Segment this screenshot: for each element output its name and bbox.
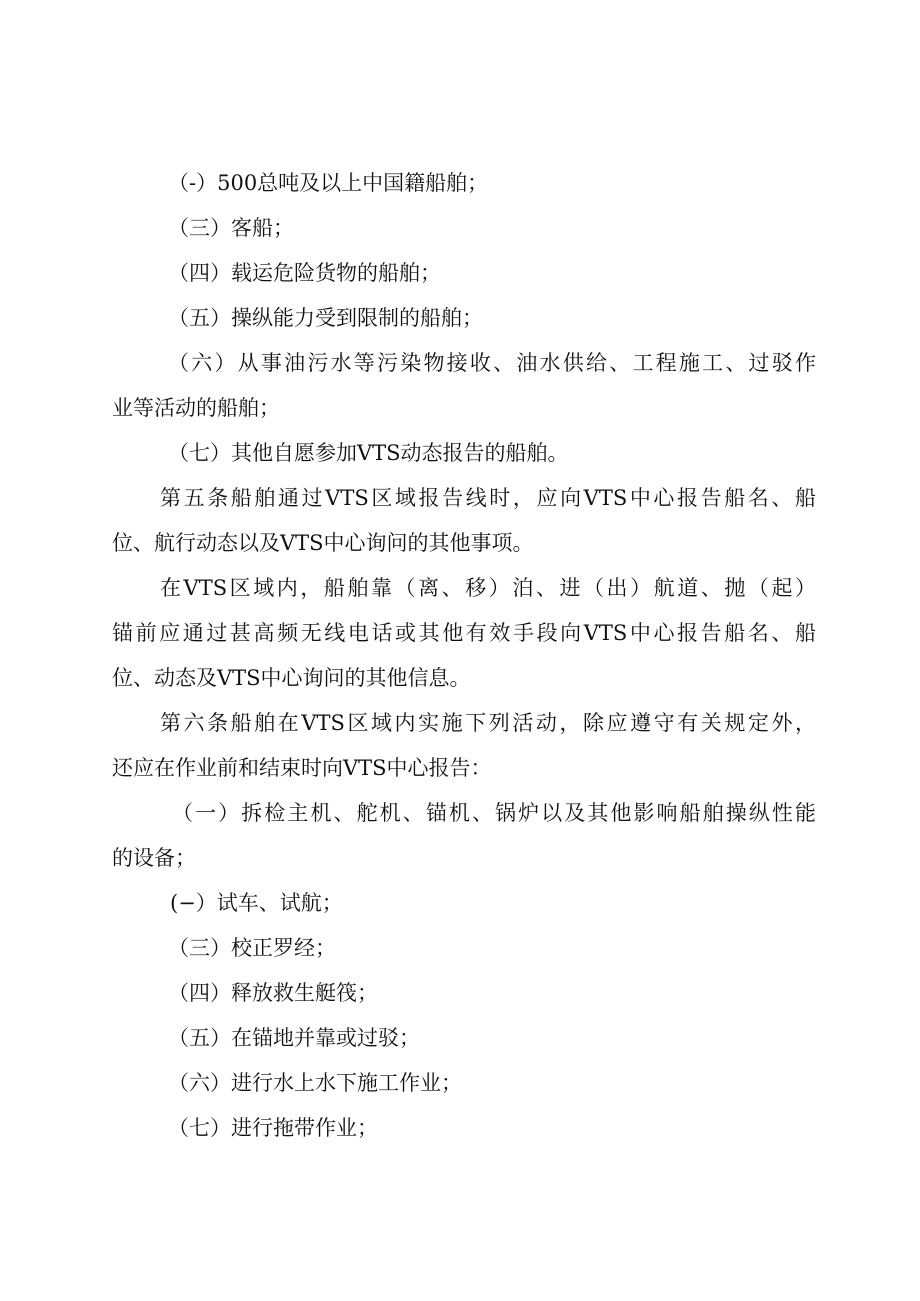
paragraph-line: 位、动态及VTS中心询问的其他信息。 (112, 666, 471, 690)
paragraph-line: 第五条船舶通过VTS区域报告线时，应向VTS中心报告船名、船 (160, 486, 816, 510)
item-line: （五）操纵能力受到限制的船舶； (168, 306, 483, 330)
paragraph-line: 的设备； (112, 846, 196, 870)
item-line: (−）试车、试航； (170, 891, 343, 915)
item-line: （四）载运危险货物的船舶； (168, 261, 441, 285)
paragraph-line: （一）拆检主机、舵机、锚机、锅炉以及其他影响船舶操纵性能 (172, 801, 816, 825)
paragraph-line: （六）从事油污水等污染物接收、油水供给、工程施工、过驳作 (168, 351, 816, 375)
item-line: （七）其他自愿参加VTS动态报告的船舶。 (168, 441, 569, 465)
item-line: （六）进行水上水下施工作业； (168, 1071, 462, 1095)
item-line: （三）校正罗经； (168, 936, 336, 960)
item-line: （五）在锚地并靠或过驳； (168, 1026, 420, 1050)
item-line: （七）进行拖带作业； (168, 1116, 378, 1140)
paragraph-line: 业等活动的船舶； (112, 396, 280, 420)
item-line: （三）客船； (168, 216, 294, 240)
paragraph-line: 第六条船舶在VTS区域内实施下列活动，除应遵守有关规定外， (160, 711, 816, 735)
item-line: （-）500总吨及以上中国籍船舶； (168, 171, 489, 195)
item-line: （四）释放救生艇筏； (168, 981, 378, 1005)
paragraph-line: 还应在作业前和结束时向VTS中心报告： (112, 756, 492, 780)
paragraph-line: 位、航行动态以及VTS中心询问的其他事项。 (112, 531, 534, 555)
paragraph-line: 在VTS区域内，船舶靠（离、移）泊、进（出）航道、抛（起） (160, 576, 816, 600)
paragraph-line: 锚前应通过甚高频无线电话或其他有效手段向VTS中心报告船名、船 (112, 621, 816, 645)
